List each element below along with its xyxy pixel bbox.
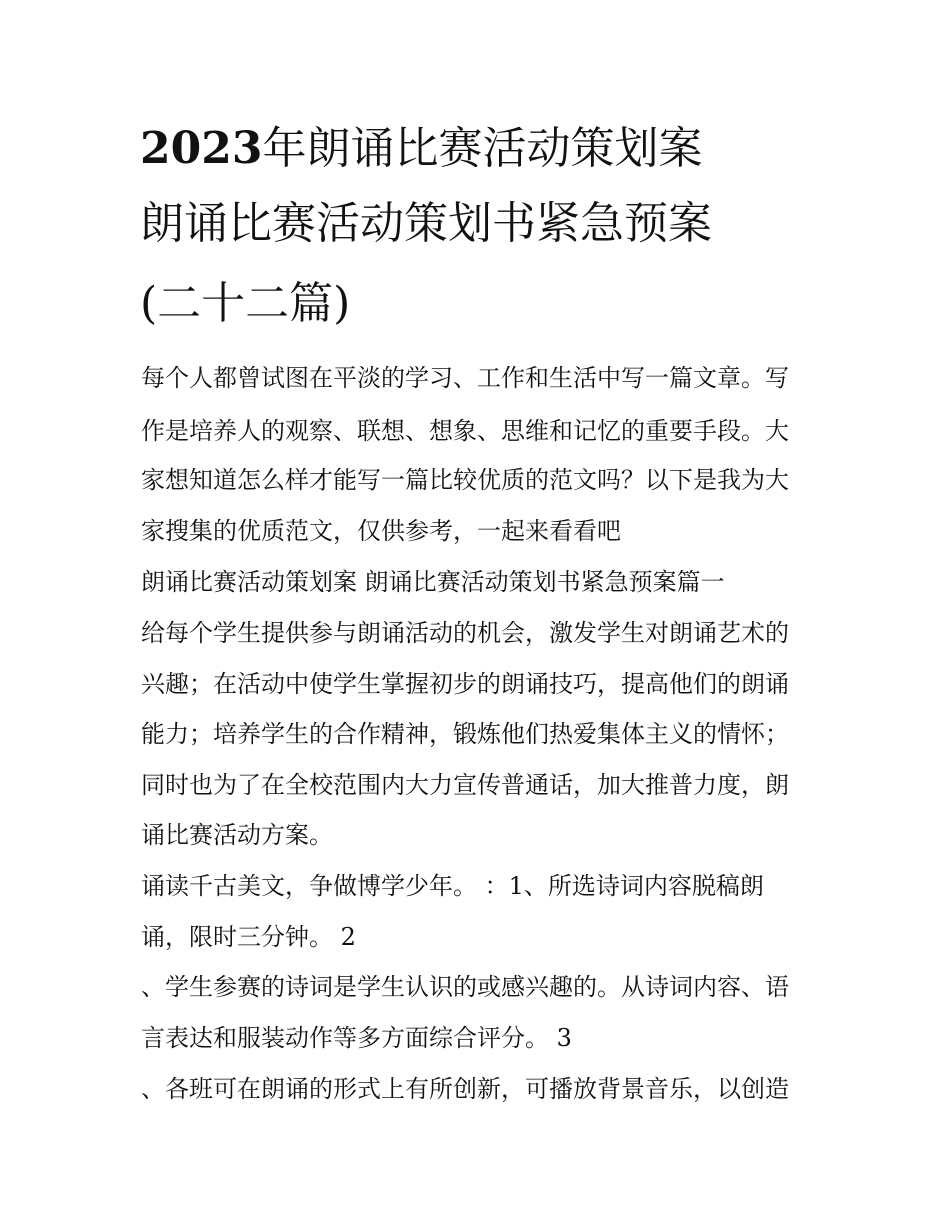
body-line-1: 每个人都曾试图在平淡的学习、工作和生活中写一篇文章。写 — [141, 364, 789, 392]
body-line-6: 给每个学生提供参与朗诵活动的机会，激发学生对朗诵艺术的 — [141, 619, 789, 647]
body-line-4: 家搜集的优质范文，仅供参考，一起来看看吧 — [141, 517, 621, 545]
body-line-7: 兴趣；在活动中使学生掌握初步的朗诵技巧，提高他们的朗诵 — [141, 670, 789, 698]
body-line-11: 诵读千古美文，争做博学少年。 ：1、所选诗词内容脱稿朗 — [141, 872, 764, 900]
section-heading: 朗诵比赛活动策划案 朗诵比赛活动策划书紧急预案篇一 — [141, 568, 725, 596]
title-line-3: (二十二篇) — [140, 278, 351, 329]
title-year: 2023 — [140, 123, 263, 174]
body-line-2: 作是培养人的观察、联想、想象、思维和记忆的重要手段。大 — [141, 417, 789, 445]
body-line-12: 诵，限时三分钟。 2 — [141, 923, 356, 951]
title-line-2: 朗诵比赛活动策划书紧急预案 — [140, 198, 712, 249]
body-line-14: 言表达和服装动作等多方面综合评分。 3 — [141, 1024, 572, 1052]
body-line-3: 家想知道怎么样才能写一篇比较优质的范文吗？以下是我为大 — [141, 466, 789, 494]
body-line-8: 能力；培养学生的合作精神，锻炼他们热爱集体主义的情怀； — [141, 720, 789, 748]
title-line-1-text: 年朗诵比赛活动策划案 — [262, 123, 703, 174]
body-line-15: 、各班可在朗诵的形式上有所创新，可播放背景音乐，以创造 — [141, 1075, 789, 1103]
body-line-10: 诵比赛活动方案。 — [141, 821, 333, 849]
body-line-13: 、学生参赛的诗词是学生认识的或感兴趣的。从诗词内容、语 — [141, 973, 789, 1001]
title-line-1 — [140, 123, 840, 174]
body-line-9: 同时也为了在全校范围内大力宣传普通话，加大推普力度，朗 — [141, 771, 789, 799]
